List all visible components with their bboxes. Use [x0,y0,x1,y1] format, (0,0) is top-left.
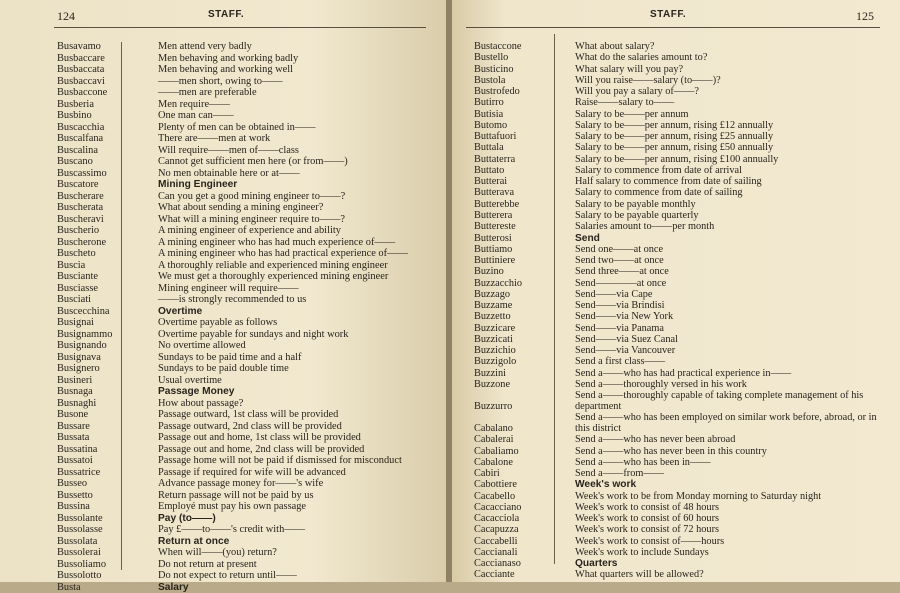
code-word: Bussata [57,432,158,444]
section-heading: Send [575,233,894,244]
code-entry-row [474,446,894,457]
code-word: Busavamo [57,41,158,53]
code-word: Busnaga [57,386,158,398]
phrase-text: Week's work to consist of 72 hours [575,524,894,535]
code-word: Cacabello [474,491,575,502]
code-word: Buscassimo [57,168,158,180]
code-entry-row [474,390,894,412]
phrase-text: Sundays to be paid time and a half [158,352,442,364]
code-word: Butterebbe [474,199,575,210]
header-rule [54,27,426,28]
code-word: Busineri [57,375,158,387]
code-word: Buttala [474,142,575,153]
phrase-text: No men obtainable here or at—— [158,168,442,180]
code-word: Buttiamo [474,244,575,255]
code-word: Bustola [474,75,575,86]
code-entry-row [57,248,442,260]
code-entry-row [474,502,894,513]
code-word: Bussatoi [57,455,158,467]
code-word: Buscheravi [57,214,158,226]
phrase-text: Send a——thoroughly capable of taking complete management of his department [575,390,894,412]
code-word: Butterosi [474,233,575,244]
phrase-text: Advance passage money for——'s wife [158,478,442,490]
phrase-text: What salary will you pay? [575,64,894,75]
phrase-text: Send——via Panama [575,323,894,334]
phrase-text: Will require——men of——class [158,145,442,157]
code-entry-row [474,221,894,232]
phrase-text: Send a——who has never been in this country [575,446,894,457]
code-word: Busignammo [57,329,158,341]
phrase-text: Overtime payable as follows [158,317,442,329]
code-entry-row [474,165,894,176]
phrase-text: Week's work to include Sundays [575,547,894,558]
phrase-text: Send a——who has been employed on similar work before, abroad, or in this district [575,412,894,434]
phrase-text: What will a mining engineer require to——? [158,214,442,226]
code-word: Buscherio [57,225,158,237]
phrase-text: Passage out and home, 2nd class will be provided [158,444,442,456]
code-word: Buttereste [474,221,575,232]
code-word: Buzzini [474,368,575,379]
code-word: Bussoliamo [57,559,158,571]
left-page [0,0,446,582]
code-word: Cabaliamo [474,446,575,457]
phrase-text: Salary to be——per annum, rising £12 annually [575,120,894,131]
phrase-text: Pay £——to——'s credit with—— [158,524,442,536]
section-heading-row [474,233,894,244]
phrase-text: Send——via New York [575,311,894,322]
phrase-text: Passage if required for wife will be advanced [158,467,442,479]
phrase-text: Week's work to be from Monday morning to Saturday night [575,491,894,502]
code-word: Busseo [57,478,158,490]
phrase-text: We must get a thoroughly experienced mining engineer [158,271,442,283]
code-word: Busbaccare [57,53,158,65]
code-entry-row [474,457,894,468]
code-word: Busignai [57,317,158,329]
code-word: Bustrofedo [474,86,575,97]
code-entry-row [474,311,894,322]
code-word: Caccianaso [474,558,575,569]
section-heading: Passage Money [158,386,442,398]
code-word: Butomo [474,120,575,131]
phrase-text: What quarters will be allowed? [575,569,894,580]
code-entry-row [474,142,894,153]
code-entry-row [57,133,442,145]
code-word: Busbaccata [57,64,158,76]
code-entry-row [474,97,894,108]
code-word: Busbaccavi [57,76,158,88]
code-word: Buzino [474,266,575,277]
code-word: Cabalano [474,423,575,434]
phrase-text: Send two——at once [575,255,894,266]
code-word: Caccabelli [474,536,575,547]
code-entry-row [57,225,442,237]
section-heading: Return at once [158,536,442,548]
code-entry-row [474,64,894,75]
code-entry-row [57,64,442,76]
code-word: Busignava [57,352,158,364]
code-entry-row [474,199,894,210]
code-word: Buzzurro [474,401,575,412]
code-entry-row [57,432,442,444]
phrase-text: Passage outward, 1st class will be provided [158,409,442,421]
code-entry-row [57,490,442,502]
code-entry-row [474,468,894,479]
code-entry-row [474,41,894,52]
code-entry-row [474,52,894,63]
code-word: Buzzicare [474,323,575,334]
code-entry-row [57,524,442,536]
phrase-text: A mining engineer who has had much experience of—— [158,237,442,249]
phrase-text: Send a first class—— [575,356,894,367]
code-word: Buzzigolo [474,356,575,367]
phrase-text: Salary to be——per annum, rising £100 annually [575,154,894,165]
phrase-text: What do the salaries amount to? [575,52,894,63]
phrase-text: Passage outward, 2nd class will be provided [158,421,442,433]
phrase-text: Do not return at present [158,559,442,571]
code-entry-row [57,317,442,329]
phrase-text: Send——via Suez Canal [575,334,894,345]
code-word: Buscherata [57,202,158,214]
phrase-text: Salary to be——per annum, rising £25 annually [575,131,894,142]
code-word: Bussolasse [57,524,158,536]
code-word: Buttiniere [474,255,575,266]
code-entry-row [474,569,894,580]
code-list [474,41,894,581]
code-word: Buttafuori [474,131,575,142]
page-number: 124 [57,9,75,24]
code-entry-row [57,329,442,341]
code-word: Buttato [474,165,575,176]
section-heading: Salary [158,582,442,593]
phrase-text: No overtime allowed [158,340,442,352]
phrase-text: Will you raise——salary (to——)? [575,75,894,86]
phrase-text: Can you get a good mining engineer to——? [158,191,442,203]
section-heading: Week's work [575,479,894,490]
section-heading-row [57,179,442,191]
code-word: Cacacciano [474,502,575,513]
phrase-text: There are——men at work [158,133,442,145]
phrase-text: What about sending a mining engineer? [158,202,442,214]
phrase-text: Plenty of men can be obtained in—— [158,122,442,134]
code-entry-row [57,455,442,467]
code-entry-row [57,237,442,249]
phrase-text: Send————at once [575,278,894,289]
phrase-text: Send——via Cape [575,289,894,300]
code-entry-row [474,244,894,255]
phrase-text: Mining engineer will require—— [158,283,442,295]
code-entry-row [474,86,894,97]
section-heading: Mining Engineer [158,179,442,191]
code-entry-row [57,363,442,375]
header-rule [466,27,880,28]
code-entry-row [57,467,442,479]
code-word: Buzzichio [474,345,575,356]
code-entry-row [474,255,894,266]
code-entry-row [474,334,894,345]
code-entry-row [57,110,442,122]
code-entry-row [57,375,442,387]
code-word: Buzzacchio [474,278,575,289]
code-word: Busberia [57,99,158,111]
code-entry-row [57,559,442,571]
phrase-text: Half salary to commence from date of sailing [575,176,894,187]
code-entry-row [57,202,442,214]
code-entry-row [57,145,442,157]
code-entry-row [57,271,442,283]
phrase-text: Salary to be payable quarterly [575,210,894,221]
code-word: Busciante [57,271,158,283]
code-entry-row [474,289,894,300]
phrase-text: Send three——at once [575,266,894,277]
code-word: Cabiri [474,468,575,479]
code-word: Bustello [474,52,575,63]
section-heading: Pay (to——) [158,513,442,525]
code-entry-row [474,75,894,86]
code-entry-row [57,340,442,352]
phrase-text: Week's work to consist of——hours [575,536,894,547]
section-heading-row [57,386,442,398]
code-entry-row [57,398,442,410]
phrase-text: Raise——salary to—— [575,97,894,108]
code-word: Buscia [57,260,158,272]
code-entry-row [474,210,894,221]
phrase-text: When will——(you) return? [158,547,442,559]
code-list [57,41,442,593]
code-entry-row [57,156,442,168]
code-entry-row [474,345,894,356]
section-heading-row [57,513,442,525]
code-entry-row [474,368,894,379]
code-entry-row [57,76,442,88]
code-word: Buscheto [57,248,158,260]
phrase-text: Salaries amount to——per month [575,221,894,232]
code-word: Buscacchia [57,122,158,134]
code-word: Busbaccone [57,87,158,99]
phrase-text: ——men are preferable [158,87,442,99]
code-entry-row [57,168,442,180]
code-entry-row [474,109,894,120]
code-word: Buzzame [474,300,575,311]
phrase-text: Week's work to consist of 60 hours [575,513,894,524]
code-word: Butterera [474,210,575,221]
code-entry-row [474,154,894,165]
code-word: Cacapuzza [474,524,575,535]
code-entry-row [474,323,894,334]
code-entry-row [57,352,442,364]
code-entry-row [57,87,442,99]
phrase-text: Passage out and home, 1st class will be provided [158,432,442,444]
phrase-text: A thoroughly reliable and experienced mining engineer [158,260,442,272]
code-entry-row [57,478,442,490]
phrase-text: Salary to be——per annum, rising £50 annually [575,142,894,153]
code-entry-row [474,547,894,558]
code-word: Bussatina [57,444,158,456]
phrase-text: Salary to be payable monthly [575,199,894,210]
code-entry-row [57,421,442,433]
page-number: 125 [856,9,874,24]
phrase-text: Men behaving and working well [158,64,442,76]
code-word: Busciasse [57,283,158,295]
code-entry-row [474,491,894,502]
phrase-text: Send——via Vancouver [575,345,894,356]
code-entry-row [474,120,894,131]
code-word: Buscalfana [57,133,158,145]
code-word: Busignando [57,340,158,352]
code-word: Bussolerai [57,547,158,559]
code-word: Busbino [57,110,158,122]
code-entry-row [474,536,894,547]
phrase-text: Men require—— [158,99,442,111]
phrase-text: A mining engineer who has had practical experience of—— [158,248,442,260]
code-entry-row [474,278,894,289]
code-word: Buscecchina [57,306,158,318]
phrase-text: Will you pay a salary of——? [575,86,894,97]
code-entry-row [474,187,894,198]
code-word: Cabalone [474,457,575,468]
code-word: Busta [57,582,158,593]
phrase-text: Cannot get sufficient men here (or from——) [158,156,442,168]
phrase-text: Salary to be——per annum [575,109,894,120]
code-word: Buzzicati [474,334,575,345]
phrase-text: A mining engineer of experience and ability [158,225,442,237]
code-entry-row [474,300,894,311]
code-word: Butterai [474,176,575,187]
code-word: Bussolante [57,513,158,525]
phrase-text: Send one——at once [575,244,894,255]
code-word: Bussolata [57,536,158,548]
code-word: Cacciante [474,569,575,580]
phrase-text: Salary to commence from date of arrival [575,165,894,176]
code-word: Cacacciola [474,513,575,524]
section-heading: Quarters [575,558,894,569]
running-head: STAFF. [650,9,686,20]
code-word: Buttaterra [474,154,575,165]
section-heading-row [57,306,442,318]
phrase-text: Salary to commence from date of sailing [575,187,894,198]
phrase-text: Sundays to be paid double time [158,363,442,375]
phrase-text: Send a——who has had practical experience in—— [575,368,894,379]
code-entry-row [474,266,894,277]
code-entry-row [474,379,894,390]
code-word: Butirro [474,97,575,108]
phrase-text: Send——via Brindisi [575,300,894,311]
phrase-text: Employé must pay his own passage [158,501,442,513]
phrase-text: Passage home will not be paid if dismissed for misconduct [158,455,442,467]
phrase-text: Send a——from—— [575,468,894,479]
code-entry-row [57,191,442,203]
section-heading-row [57,536,442,548]
code-entry-row [474,434,894,445]
code-word: Buscano [57,156,158,168]
phrase-text: What about salary? [575,41,894,52]
code-entry-row [57,409,442,421]
code-word: Buzzone [474,379,575,390]
code-word: Busticino [474,64,575,75]
phrase-text: One man can—— [158,110,442,122]
phrase-text: Do not expect to return until—— [158,570,442,582]
code-word: Bustaccone [474,41,575,52]
phrase-text: Send a——thoroughly versed in his work [575,379,894,390]
code-word: Buscherone [57,237,158,249]
code-entry-row [57,444,442,456]
code-entry-row [57,294,442,306]
code-entry-row [474,524,894,535]
code-entry-row [474,131,894,142]
code-word: Bussare [57,421,158,433]
code-entry-row [474,513,894,524]
phrase-text: ——men short, owing to—— [158,76,442,88]
code-entry-row [57,283,442,295]
phrase-text: Week's work to consist of 48 hours [575,502,894,513]
phrase-text: Men attend very badly [158,41,442,53]
code-word: Buscatore [57,179,158,191]
code-word: Cabottiere [474,479,575,490]
phrase-text: Send a——who has never been abroad [575,434,894,445]
code-word: Caccianali [474,547,575,558]
code-entry-row [57,122,442,134]
code-word: Buzzetto [474,311,575,322]
code-word: Busone [57,409,158,421]
section-heading-row [474,479,894,490]
section-heading-row [57,582,442,593]
code-entry-row [57,41,442,53]
code-word: Cabalerai [474,434,575,445]
code-word: Bussetto [57,490,158,502]
code-entry-row [474,412,894,434]
code-entry-row [474,356,894,367]
phrase-text: Send a——who has been in—— [575,457,894,468]
code-word: Busciati [57,294,158,306]
code-word: Buscherare [57,191,158,203]
code-entry-row [57,501,442,513]
section-heading-row [474,558,894,569]
code-entry-row [57,99,442,111]
phrase-text: How about passage? [158,398,442,410]
code-word: Buzzago [474,289,575,300]
code-entry-row [57,214,442,226]
code-word: Bussolotto [57,570,158,582]
phrase-text: Men behaving and working badly [158,53,442,65]
right-page [452,0,900,582]
phrase-text: Usual overtime [158,375,442,387]
code-word: Busignero [57,363,158,375]
code-word: Bussatrice [57,467,158,479]
section-heading: Overtime [158,306,442,318]
phrase-text: Return passage will not be paid by us [158,490,442,502]
code-word: Busnaghi [57,398,158,410]
code-entry-row [57,570,442,582]
code-word: Bussina [57,501,158,513]
code-entry-row [57,260,442,272]
phrase-text: ——is strongly recommended to us [158,294,442,306]
code-entry-row [57,547,442,559]
code-entry-row [57,53,442,65]
running-head: STAFF. [208,9,244,20]
code-word: Butisia [474,109,575,120]
phrase-text: Overtime payable for sundays and night work [158,329,442,341]
code-word: Butterava [474,187,575,198]
code-word: Buscalina [57,145,158,157]
code-entry-row [474,176,894,187]
